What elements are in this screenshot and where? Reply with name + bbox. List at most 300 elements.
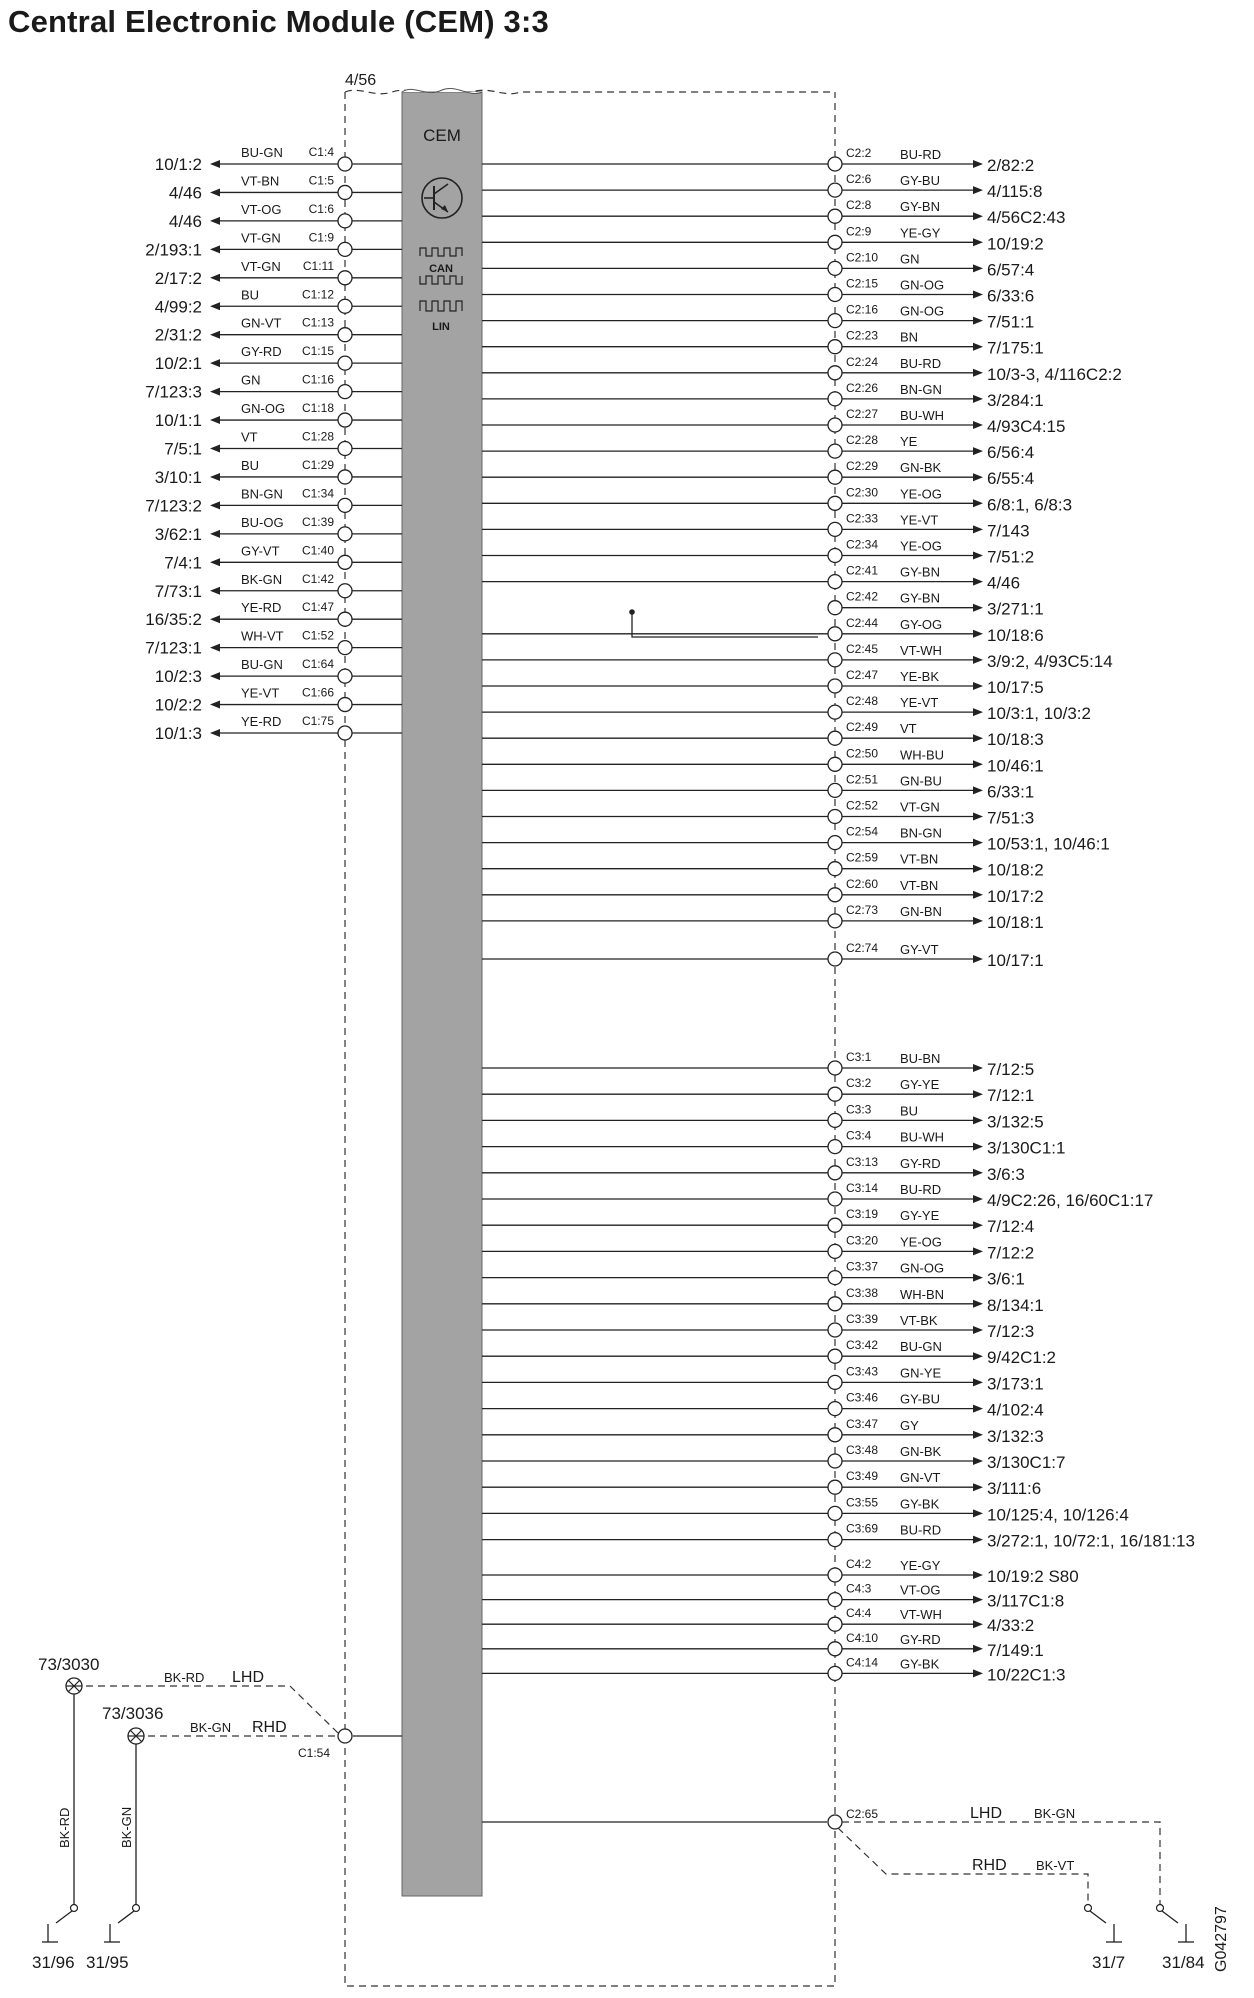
pin-label-c2-65: C2:65 [846, 1807, 879, 1821]
wire-color-label: GY-BU [900, 173, 940, 189]
lhd-label: LHD [970, 1805, 1003, 1822]
wire-color-label: GY-RD [241, 344, 282, 360]
pin-c4-2 [828, 1568, 842, 1582]
pin-label: C1:40 [301, 543, 334, 558]
pin-c1-64 [338, 669, 352, 683]
ground-ref: 31/7 [1092, 1953, 1126, 1972]
wire-color-label: GY [900, 1417, 919, 1433]
pin-c2-47 [828, 679, 842, 693]
pin-c1-4 [338, 157, 352, 171]
connector-row-c3-69 [482, 1522, 1195, 1551]
pin-c1-54 [338, 1729, 352, 1743]
pin-label: C1:39 [301, 514, 334, 529]
ground-circuit-left [32, 1655, 402, 1972]
connector-row-c2-42 [828, 590, 1044, 619]
pin-label: C2:33 [846, 511, 879, 526]
connector-row-c2-29 [482, 459, 1034, 488]
pin-label: C2:54 [846, 824, 879, 839]
connector-row-c1-13 [155, 316, 402, 345]
pin-c2-28 [828, 444, 842, 458]
arrow-right-icon [973, 1669, 983, 1677]
pin-label: C1:52 [301, 628, 334, 643]
arrow-right-icon [973, 604, 983, 612]
ground-icon [42, 1905, 78, 1943]
wire-label-vertical: BK-GN [119, 1806, 134, 1848]
destination-label: 7/149:1 [987, 1640, 1044, 1660]
arrow-left-icon [210, 501, 220, 509]
module-ref: 4/56 [345, 72, 377, 89]
connector-row-c3-4 [482, 1129, 1065, 1158]
pin-label: C2:6 [846, 172, 872, 187]
wire-color-label: YE-GY [900, 225, 941, 241]
wire-color-label: GY-RD [900, 1155, 941, 1171]
wire-color-label: GN-OG [900, 1260, 945, 1276]
pin-c1-13 [338, 328, 352, 342]
connector-row-c1-28 [164, 430, 402, 459]
wire-label-lhd: BK-RD [164, 1670, 205, 1685]
pin-label: C3:1 [846, 1050, 872, 1064]
pin-c3-47 [828, 1428, 842, 1442]
pin-label: C3:37 [846, 1259, 879, 1274]
wire-color-label: BU-GN [241, 657, 283, 673]
page-title: Central Electronic Module (CEM) 3:3 [8, 4, 549, 39]
wire-color-label: GN-BK [900, 460, 942, 476]
arrow-right-icon [973, 630, 983, 638]
pin-c1-12 [338, 299, 352, 313]
arrow-right-icon [973, 1596, 983, 1604]
arrow-right-icon [973, 682, 983, 690]
destination-label: 7/12:5 [987, 1060, 1035, 1079]
arrow-right-icon [973, 1645, 983, 1653]
wire-color-label: GY-BN [900, 590, 940, 606]
wire-color-label: GY-VT [241, 543, 280, 559]
ground-icon [1085, 1905, 1123, 1943]
arrow-right-icon [973, 160, 983, 168]
splice-icon [66, 1678, 82, 1694]
wire-color-label: GN-OG [900, 303, 945, 319]
connector-row-c2-74 [482, 941, 1044, 970]
pin-label: C1:4 [308, 145, 334, 159]
connector-row-c3-38 [482, 1286, 1044, 1315]
destination-label: 2/17:2 [154, 268, 202, 288]
wire-color-label: BK-GN [241, 571, 283, 587]
wire-color-label: BU-OG [241, 514, 284, 530]
connector-row-c2-28 [482, 433, 1034, 462]
arrow-right-icon [973, 499, 983, 507]
connector-row-c3-1 [482, 1050, 1034, 1079]
connector-row-c1-15 [155, 344, 402, 373]
ground-circuit-right [482, 1805, 1205, 1972]
pin-label: C3:20 [846, 1233, 879, 1248]
destination-label: 2/193:1 [145, 240, 202, 260]
arrow-right-icon [973, 1483, 983, 1491]
pin-c3-49 [828, 1480, 842, 1494]
wire-junction [629, 609, 818, 637]
arrow-right-icon [973, 656, 983, 664]
connector-row-c2-34 [482, 538, 1034, 567]
wire-color-label: GY-OG [900, 616, 943, 632]
connector-row-c1-64 [155, 657, 402, 686]
destination-label: 7/123:3 [145, 382, 202, 402]
pin-c2-49 [828, 731, 842, 745]
wire-color-label: GY-RD [900, 1631, 941, 1647]
destination-label: 3/132:3 [987, 1426, 1044, 1446]
arrow-right-icon [973, 1457, 983, 1465]
connector-row-c2-27 [482, 407, 1065, 436]
pin-label: C2:8 [846, 198, 872, 213]
wire-color-label: GY-YE [900, 1077, 940, 1093]
pin-c2-45 [828, 653, 842, 667]
destination-label: 10/17:5 [987, 678, 1044, 697]
destination-label: 10/2:1 [154, 354, 202, 374]
destination-label: 7/143 [987, 521, 1030, 541]
pin-label: C1:9 [308, 230, 334, 245]
pin-c2-44 [828, 627, 842, 641]
pin-c3-1 [828, 1061, 842, 1075]
pin-c3-20 [828, 1244, 842, 1258]
connector-row-c2-73 [482, 903, 1044, 932]
wire-color-label: YE-OG [900, 538, 942, 554]
svg-text:CAN: CAN [429, 263, 453, 275]
wire-color-label: WH-BN [900, 1286, 945, 1302]
pin-c2-30 [828, 496, 842, 510]
pin-label: C3:69 [846, 1521, 879, 1536]
right-connector-rows [482, 146, 1195, 1684]
pin-c1-52 [338, 641, 352, 655]
wire-color-label: VT-GN [241, 258, 281, 274]
connector-row-c3-14 [482, 1181, 1153, 1210]
pin-label: C2:60 [846, 876, 879, 891]
pin-c2-51 [828, 783, 842, 797]
connector-row-c3-13 [482, 1155, 1025, 1184]
pin-label: C3:14 [846, 1181, 879, 1195]
pin-label: C3:42 [846, 1338, 879, 1353]
wire-color-label: GN-BU [900, 773, 942, 789]
connector-row-c1-34 [145, 486, 402, 515]
pin-label: C2:29 [846, 459, 879, 474]
arrow-right-icon [973, 955, 983, 963]
pin-c2-29 [828, 470, 842, 484]
wire-color-label: BU-RD [900, 1182, 942, 1197]
pin-label: C2:44 [846, 615, 879, 630]
pin-c3-46 [828, 1402, 842, 1416]
destination-label: 3/117C1:8 [987, 1591, 1065, 1611]
pin-c1-18 [338, 413, 352, 427]
arrow-right-icon [973, 552, 983, 560]
destination-label: 3/284:1 [987, 390, 1044, 410]
pin-label: C1:75 [301, 714, 334, 728]
pin-c3-13 [828, 1166, 842, 1180]
pin-c2-74 [828, 952, 842, 966]
ground-ref: 31/96 [32, 1953, 75, 1972]
wire-color-label: VT-BN [900, 851, 939, 867]
pin-label: C1:66 [301, 685, 334, 700]
wire-color-label: YE-RD [241, 600, 282, 616]
pin-label: C3:46 [846, 1390, 879, 1405]
ground-ref: 31/84 [1162, 1953, 1205, 1972]
pin-label: C2:34 [846, 537, 879, 552]
pin-label: C4:14 [846, 1655, 879, 1670]
wire-label-lhd: BK-GN [1034, 1806, 1076, 1821]
ground-icon [1157, 1905, 1195, 1943]
pin-c4-14 [828, 1666, 842, 1680]
destination-label: 16/35:2 [145, 610, 202, 630]
svg-text:LIN: LIN [432, 321, 450, 333]
pin-c3-43 [828, 1375, 842, 1389]
destination-label: 6/55:4 [987, 469, 1035, 489]
destination-label: 3/111:6 [987, 1479, 1042, 1499]
wire-color-label: VT-BN [241, 173, 280, 189]
pin-c3-55 [828, 1506, 842, 1520]
wire-color-label: GN-BN [900, 903, 942, 919]
arrow-right-icon [973, 1274, 983, 1282]
pin-c2-54 [828, 836, 842, 850]
pin-label: C3:47 [846, 1416, 879, 1431]
wire-color-label: GN [241, 372, 261, 388]
arrow-right-icon [973, 578, 983, 586]
wire-color-label: YE-BK [900, 669, 940, 684]
destination-label: 2/82:2 [987, 156, 1035, 175]
wire-color-label: BU [900, 1103, 919, 1119]
pin-label: C2:50 [846, 746, 879, 761]
destination-label: 10/18:6 [987, 625, 1044, 645]
connector-row-c1-4 [155, 145, 402, 174]
destination-label: 7/5:1 [164, 439, 202, 459]
destination-label: 10/53:1, 10/46:1 [987, 834, 1110, 854]
pin-c2-9 [828, 235, 842, 249]
destination-label: 4/102:4 [987, 1400, 1044, 1420]
destination-label: 10/18:1 [987, 912, 1044, 932]
connector-row-c4-10 [482, 1631, 1044, 1660]
rhd-label: RHD [252, 1719, 287, 1736]
arrow-left-icon [210, 359, 220, 367]
pin-label: C3:3 [846, 1102, 872, 1117]
destination-label: 10/22C1:3 [987, 1665, 1066, 1685]
pin-label: C1:29 [301, 457, 334, 472]
arrow-right-icon [973, 525, 983, 533]
connector-row-c1-75 [155, 714, 402, 743]
pin-label: C2:48 [846, 694, 879, 709]
pin-label: C1:15 [301, 344, 334, 359]
destination-label: 3/272:1, 10/72:1, 16/181:13 [987, 1531, 1195, 1551]
wire-color-label: BU-RD [900, 1522, 942, 1538]
connector-row-c3-39 [482, 1312, 1034, 1341]
arrow-right-icon [973, 839, 983, 847]
pin-c1-6 [338, 214, 352, 228]
pin-label: C3:13 [846, 1154, 879, 1169]
connector-row-c2-51 [482, 772, 1034, 801]
connector-row-c1-5 [169, 173, 402, 202]
pin-label: C2:30 [846, 485, 879, 500]
connector-row-c3-43 [482, 1364, 1044, 1393]
destination-label: 3/6:1 [987, 1269, 1025, 1289]
destination-label: 4/56C2:43 [987, 208, 1066, 228]
destination-label: 6/56:4 [987, 443, 1035, 463]
arrow-right-icon [973, 813, 983, 821]
arrow-right-icon [973, 1352, 983, 1360]
connector-row-c1-40 [164, 543, 402, 572]
destination-label: 7/51:1 [987, 312, 1035, 332]
wire-color-label: GN-VT [900, 1470, 941, 1486]
connector-row-c4-14 [482, 1655, 1065, 1684]
destination-label: 10/2:2 [154, 695, 202, 715]
pin-c4-3 [828, 1593, 842, 1607]
destination-label: 4/9C2:26, 16/60C1:17 [987, 1191, 1154, 1210]
wire-label-rhd: BK-VT [1036, 1858, 1075, 1873]
pin-c2-10 [828, 261, 842, 275]
wire-color-label: BU-GN [241, 145, 283, 160]
wire-color-label: GY-YE [900, 1208, 940, 1224]
destination-label: 10/17:2 [987, 886, 1044, 906]
pin-c3-19 [828, 1218, 842, 1232]
connector-row-c3-42 [482, 1338, 1056, 1367]
destination-label: 3/130C1:7 [987, 1453, 1066, 1472]
arrow-right-icon [973, 473, 983, 481]
arrow-left-icon [210, 331, 220, 339]
pin-c1-42 [338, 584, 352, 598]
pin-label: C3:19 [846, 1207, 879, 1222]
destination-label: 7/12:3 [987, 1322, 1035, 1341]
connector-row-c1-16 [145, 373, 402, 402]
pin-label: C2:23 [846, 328, 879, 343]
destination-label: 4/33:2 [987, 1616, 1035, 1636]
pin-label: C1:6 [308, 201, 334, 216]
splice-ref-lhd: 73/3030 [38, 1655, 100, 1674]
connector-row-c3-55 [482, 1495, 1129, 1524]
pin-label: C2:26 [846, 380, 879, 395]
destination-label: 3/10:1 [154, 467, 202, 487]
wire-color-label: VT-WH [900, 1607, 942, 1623]
pin-c1-15 [338, 356, 352, 370]
arrow-right-icon [973, 1169, 983, 1177]
pin-c1-34 [338, 498, 352, 512]
arrow-left-icon [210, 587, 220, 595]
destination-label: 4/46 [987, 573, 1021, 593]
connector-row-c2-54 [482, 825, 1110, 854]
lhd-label: LHD [232, 1669, 265, 1686]
pin-label: C2:2 [846, 146, 872, 160]
pin-label: C2:41 [846, 563, 879, 578]
pin-label: C1:5 [308, 173, 334, 188]
connector-row-c1-12 [155, 287, 402, 316]
arrow-left-icon [210, 473, 220, 481]
destination-label: 10/1:2 [154, 155, 202, 174]
arrow-right-icon [973, 1378, 983, 1386]
connector-row-c4-3 [482, 1582, 1064, 1611]
connector-row-c1-66 [155, 686, 402, 715]
splice-icon [128, 1728, 144, 1744]
pin-c2-2 [828, 157, 842, 171]
pin-c1-9 [338, 242, 352, 256]
pin-label: C4:4 [846, 1606, 872, 1621]
wire-color-label: YE-VT [900, 512, 939, 528]
pin-c2-73 [828, 914, 842, 928]
pin-label: C3:48 [846, 1443, 879, 1457]
pin-label: C3:43 [846, 1364, 879, 1379]
destination-label: 7/175:1 [987, 338, 1044, 358]
pin-c2-15 [828, 288, 842, 302]
arrow-right-icon [973, 760, 983, 768]
pin-c2-41 [828, 575, 842, 589]
arrow-right-icon [973, 891, 983, 899]
connector-row-c3-48 [482, 1443, 1065, 1472]
pin-c4-10 [828, 1642, 842, 1656]
destination-label: 2/31:2 [154, 325, 202, 345]
pin-label: C2:59 [846, 850, 879, 865]
connector-row-c3-46 [482, 1391, 1044, 1420]
arrow-right-icon [973, 708, 983, 716]
wire-color-label: GY-BK [900, 1496, 940, 1512]
splice-ref-rhd: 73/3036 [102, 1704, 164, 1723]
wire-color-label: VT-OG [241, 201, 282, 217]
destination-label: 7/12:4 [987, 1217, 1035, 1237]
destination-label: 3/173:1 [987, 1374, 1044, 1394]
wire-color-label: BU [241, 457, 260, 473]
destination-label: 6/33:1 [987, 782, 1035, 802]
wire-color-label: BU-RD [900, 147, 942, 162]
wire-color-label: YE-VT [900, 695, 939, 711]
arrow-right-icon [973, 1221, 983, 1229]
arrow-right-icon [973, 447, 983, 455]
connector-row-c4-4 [482, 1606, 1034, 1635]
pin-c3-14 [828, 1192, 842, 1206]
wire-color-label: BN-GN [900, 381, 942, 397]
module-name: CEM [423, 126, 461, 145]
arrow-left-icon [210, 245, 220, 253]
pin-label: C1:16 [301, 372, 334, 387]
connector-row-c2-41 [482, 564, 1020, 593]
arrow-right-icon [973, 1405, 983, 1413]
connector-row-c3-49 [482, 1469, 1041, 1498]
connector-row-c2-52 [482, 799, 1034, 828]
pin-c4-4 [828, 1617, 842, 1631]
wire-color-label: VT-OG [900, 1582, 941, 1598]
wire-color-label: GN-OG [241, 401, 286, 417]
wire-color-label: BU-WH [900, 408, 945, 423]
destination-label: 6/57:4 [987, 260, 1035, 280]
pin-c1-16 [338, 385, 352, 399]
destination-label: 10/18:2 [987, 860, 1044, 880]
connector-row-c1-42 [155, 572, 402, 601]
connector-row-c2-10 [482, 250, 1034, 279]
pin-c3-39 [828, 1323, 842, 1337]
pin-c3-37 [828, 1271, 842, 1285]
arrow-right-icon [973, 734, 983, 742]
pin-c2-59 [828, 862, 842, 876]
wire-label-vertical: BK-RD [57, 1807, 72, 1848]
pin-label: C2:45 [846, 641, 879, 656]
arrow-right-icon [973, 1247, 983, 1255]
arrow-right-icon [973, 186, 983, 194]
destination-label: 6/33:6 [987, 286, 1035, 306]
pin-c3-42 [828, 1349, 842, 1363]
arrow-left-icon [210, 445, 220, 453]
wire-color-label: YE [900, 434, 918, 450]
pin-c2-33 [828, 522, 842, 536]
wire-color-label: GN [900, 251, 920, 267]
pin-c1-28 [338, 442, 352, 456]
connector-row-c2-45 [482, 642, 1113, 671]
connector-row-c2-15 [482, 277, 1034, 306]
arrow-right-icon [973, 1064, 983, 1072]
arrow-right-icon [973, 1509, 983, 1517]
pin-label: C2:24 [846, 354, 879, 369]
wire-color-label: BU-WH [900, 1129, 945, 1145]
connector-row-c2-49 [482, 720, 1044, 749]
arrow-left-icon [210, 644, 220, 652]
left-connector-rows [145, 145, 402, 743]
pin-label: C1:42 [301, 571, 334, 586]
